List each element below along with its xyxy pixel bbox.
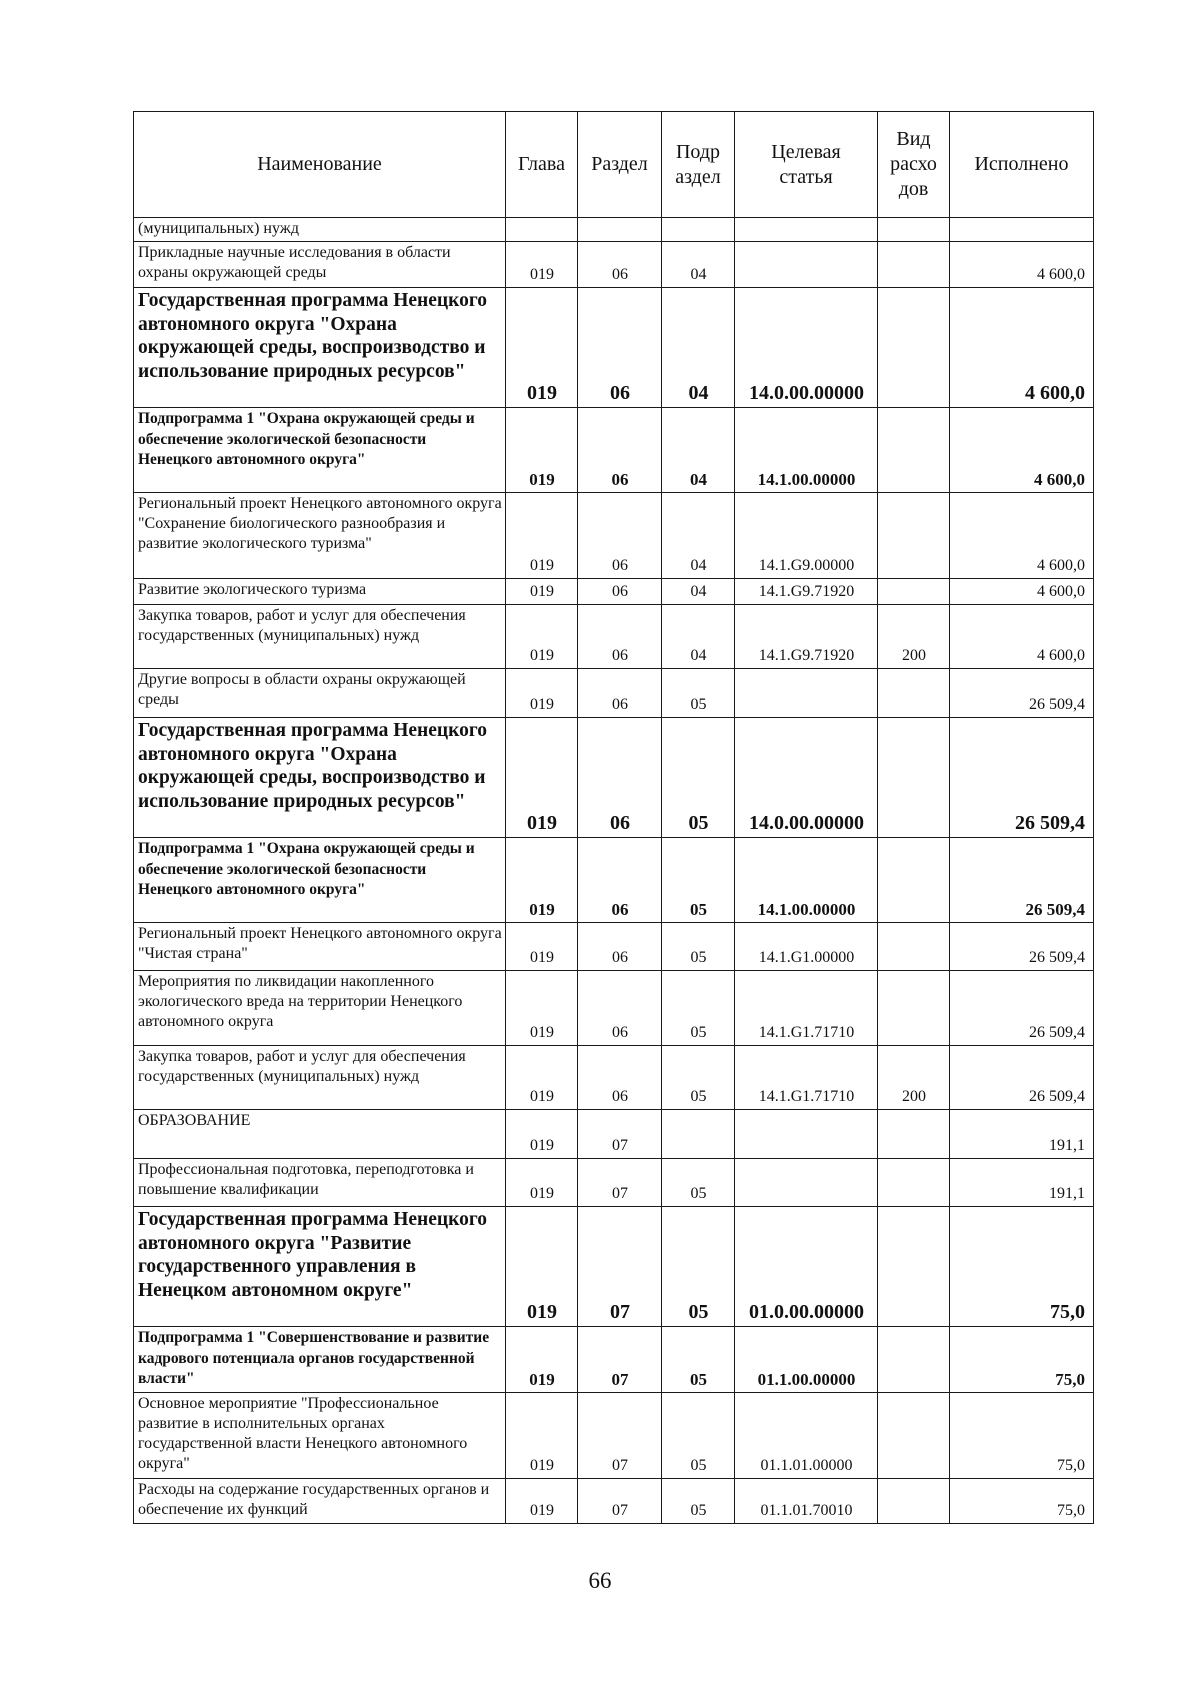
cell-glava: 019	[506, 1046, 578, 1110]
table-row	[134, 838, 1094, 923]
cell-name: Мероприятия по ликвидации накопленного экологического вреда на территории Ненецкого автономного округа	[134, 971, 506, 1046]
table-row	[134, 1479, 1094, 1524]
cell-glava: 019	[506, 493, 578, 579]
cell-statya	[735, 218, 878, 242]
cell-statya: 14.1.00.00000	[735, 838, 878, 923]
cell-ispolneno: 26 509,4	[950, 838, 1094, 923]
cell-podrazdel: 04	[662, 408, 735, 493]
cell-name: Закупка товаров, работ и услуг для обеспечения государственных (муниципальных) нужд	[134, 1046, 506, 1110]
cell-razdel: 07	[578, 1207, 662, 1327]
table-row	[134, 605, 1094, 669]
cell-podrazdel: 04	[662, 579, 735, 605]
cell-glava: 019	[506, 1393, 578, 1479]
cell-statya: 14.0.00.00000	[735, 288, 878, 408]
cell-razdel: 06	[578, 923, 662, 971]
cell-name: ОБРАЗОВАНИЕ	[134, 1110, 506, 1159]
header-vid-line-3: дов	[898, 178, 929, 200]
cell-statya: 14.1.00.00000	[735, 408, 878, 493]
cell-razdel: 06	[578, 242, 662, 288]
cell-vid	[878, 242, 950, 288]
cell-name: Государственная программа Ненецкого автономного округа "Развитие государственного управления в Ненецком автономном округе"	[134, 1207, 506, 1327]
header-ispolneno: Исполнено	[950, 112, 1094, 218]
cell-statya	[735, 669, 878, 718]
table-row	[134, 923, 1094, 971]
cell-statya: 14.1.G1.71710	[735, 971, 878, 1046]
cell-glava: 019	[506, 288, 578, 408]
cell-glava: 019	[506, 579, 578, 605]
cell-name: Профессиональная подготовка, переподготовка и повышение квалификации	[134, 1159, 506, 1207]
table-row	[134, 971, 1094, 1046]
table-row	[134, 579, 1094, 605]
cell-vid	[878, 493, 950, 579]
cell-ispolneno: 75,0	[950, 1479, 1094, 1524]
cell-statya	[735, 1110, 878, 1159]
cell-ispolneno: 26 509,4	[950, 923, 1094, 971]
cell-ispolneno	[950, 218, 1094, 242]
cell-glava: 019	[506, 408, 578, 493]
cell-glava: 019	[506, 605, 578, 669]
cell-razdel	[578, 218, 662, 242]
cell-name: Подпрограмма 1 "Охрана окружающей среды и обеспечение экологической безопасности Ненецкого автономного округа"	[134, 408, 506, 493]
cell-ispolneno: 26 509,4	[950, 718, 1094, 838]
cell-glava: 019	[506, 669, 578, 718]
cell-glava: 019	[506, 242, 578, 288]
cell-statya: 14.1.G1.00000	[735, 923, 878, 971]
cell-podrazdel: 04	[662, 605, 735, 669]
header-vid-line-2: расхо	[890, 153, 937, 175]
table-row	[134, 718, 1094, 838]
cell-statya: 14.1.G1.71710	[735, 1046, 878, 1110]
cell-ispolneno: 4 600,0	[950, 579, 1094, 605]
cell-name: Развитие экологического туризма	[134, 579, 506, 605]
cell-podrazdel: 05	[662, 838, 735, 923]
cell-razdel: 06	[578, 605, 662, 669]
cell-glava: 019	[506, 1479, 578, 1524]
cell-ispolneno: 75,0	[950, 1393, 1094, 1479]
header-statya	[735, 112, 878, 218]
cell-name: Региональный проект Ненецкого автономного округа "Сохранение биологического разнообразия и развитие экологического туризма"	[134, 493, 506, 579]
cell-podrazdel: 05	[662, 1159, 735, 1207]
cell-name: Подпрограмма 1 "Совершенствование и развитие кадрового потенциала органов государственной власти"	[134, 1327, 506, 1393]
cell-podrazdel: 05	[662, 1046, 735, 1110]
cell-vid	[878, 1207, 950, 1327]
cell-statya: 14.1.G9.71920	[735, 605, 878, 669]
cell-vid: 200	[878, 1046, 950, 1110]
cell-vid	[878, 718, 950, 838]
cell-vid	[878, 1327, 950, 1393]
cell-glava: 019	[506, 923, 578, 971]
cell-podrazdel: 04	[662, 242, 735, 288]
cell-ispolneno: 4 600,0	[950, 288, 1094, 408]
cell-razdel: 06	[578, 1046, 662, 1110]
cell-razdel: 06	[578, 408, 662, 493]
table-row	[134, 493, 1094, 579]
cell-ispolneno: 4 600,0	[950, 605, 1094, 669]
cell-vid	[878, 218, 950, 242]
cell-ispolneno: 4 600,0	[950, 242, 1094, 288]
header-podrazdel-line-1: Подр	[675, 140, 721, 163]
table-row	[134, 242, 1094, 288]
cell-vid	[878, 669, 950, 718]
cell-ispolneno: 75,0	[950, 1207, 1094, 1327]
cell-statya: 01.1.00.00000	[735, 1327, 878, 1393]
cell-name: Государственная программа Ненецкого автономного округа "Охрана окружающей среды, воспроизводство и использование природных ресурсов"	[134, 718, 506, 838]
header-vid	[878, 112, 950, 218]
cell-statya: 14.1.G9.71920	[735, 579, 878, 605]
cell-podrazdel: 04	[662, 493, 735, 579]
cell-name: Подпрограмма 1 "Охрана окружающей среды и обеспечение экологической безопасности Ненецкого автономного округа"	[134, 838, 506, 923]
cell-podrazdel: 05	[662, 669, 735, 718]
cell-podrazdel: 05	[662, 1207, 735, 1327]
table-row	[134, 288, 1094, 408]
cell-razdel: 07	[578, 1327, 662, 1393]
cell-razdel: 06	[578, 493, 662, 579]
cell-name: (муниципальных) нужд	[134, 218, 506, 242]
table-row	[134, 1159, 1094, 1207]
header-statya-line-2: статья	[779, 165, 833, 188]
cell-name: Региональный проект Ненецкого автономного округа "Чистая страна"	[134, 923, 506, 971]
cell-razdel: 07	[578, 1110, 662, 1159]
cell-ispolneno: 26 509,4	[950, 669, 1094, 718]
cell-statya: 01.0.00.00000	[735, 1207, 878, 1327]
header-vid-line-1: Вид	[896, 128, 931, 150]
cell-razdel: 06	[578, 579, 662, 605]
table-row	[134, 1110, 1094, 1159]
cell-glava: 019	[506, 1110, 578, 1159]
cell-glava	[506, 218, 578, 242]
cell-vid	[878, 1159, 950, 1207]
cell-name: Прикладные научные исследования в области охраны окружающей среды	[134, 242, 506, 288]
header-razdel: Раздел	[578, 112, 662, 218]
cell-name: Основное мероприятие "Профессиональное развитие в исполнительных органах государственной власти Ненецкого автономного округа"	[134, 1393, 506, 1479]
table-row	[134, 1046, 1094, 1110]
cell-name: Расходы на содержание государственных органов и обеспечение их функций	[134, 1479, 506, 1524]
cell-ispolneno: 4 600,0	[950, 493, 1094, 579]
cell-vid: 200	[878, 605, 950, 669]
cell-statya: 01.1.01.70010	[735, 1479, 878, 1524]
cell-ispolneno: 26 509,4	[950, 1046, 1094, 1110]
cell-ispolneno: 191,1	[950, 1159, 1094, 1207]
cell-statya: 14.1.G9.00000	[735, 493, 878, 579]
cell-glava: 019	[506, 838, 578, 923]
cell-podrazdel: 05	[662, 718, 735, 838]
cell-vid	[878, 408, 950, 493]
cell-statya: 01.1.01.00000	[735, 1393, 878, 1479]
table-row	[134, 408, 1094, 493]
cell-podrazdel: 05	[662, 1393, 735, 1479]
cell-razdel: 06	[578, 669, 662, 718]
cell-podrazdel	[662, 218, 735, 242]
header-podrazdel	[662, 112, 735, 218]
cell-name: Закупка товаров, работ и услуг для обеспечения государственных (муниципальных) нужд	[134, 605, 506, 669]
cell-razdel: 07	[578, 1393, 662, 1479]
cell-podrazdel: 05	[662, 923, 735, 971]
cell-glava: 019	[506, 1207, 578, 1327]
cell-glava: 019	[506, 971, 578, 1046]
cell-ispolneno: 26 509,4	[950, 971, 1094, 1046]
cell-vid	[878, 838, 950, 923]
table-row	[134, 669, 1094, 718]
cell-name: Другие вопросы в области охраны окружающей среды	[134, 669, 506, 718]
cell-razdel: 06	[578, 718, 662, 838]
cell-podrazdel: 05	[662, 1479, 735, 1524]
cell-vid	[878, 1110, 950, 1159]
cell-glava: 019	[506, 1159, 578, 1207]
cell-podrazdel: 04	[662, 288, 735, 408]
cell-glava: 019	[506, 1327, 578, 1393]
cell-ispolneno: 75,0	[950, 1327, 1094, 1393]
header-statya-line-1: Целевая	[771, 140, 841, 163]
cell-vid	[878, 579, 950, 605]
table-row	[134, 1393, 1094, 1479]
table-row	[134, 218, 1094, 242]
cell-name: Государственная программа Ненецкого автономного округа "Охрана окружающей среды, воспроизводство и использование природных ресурсов"	[134, 288, 506, 408]
cell-razdel: 07	[578, 1159, 662, 1207]
header-glava: Глава	[506, 112, 578, 218]
cell-podrazdel: 05	[662, 1327, 735, 1393]
header-name: Наименование	[134, 112, 506, 218]
cell-razdel: 06	[578, 288, 662, 408]
cell-razdel: 06	[578, 838, 662, 923]
budget-table	[133, 111, 1094, 1524]
cell-vid	[878, 923, 950, 971]
cell-vid	[878, 1393, 950, 1479]
header-podrazdel-line-2: аздел	[675, 165, 721, 188]
table-row	[134, 1327, 1094, 1393]
cell-podrazdel	[662, 1110, 735, 1159]
cell-razdel: 07	[578, 1479, 662, 1524]
cell-statya	[735, 242, 878, 288]
cell-statya	[735, 1159, 878, 1207]
cell-statya: 14.0.00.00000	[735, 718, 878, 838]
cell-ispolneno: 4 600,0	[950, 408, 1094, 493]
cell-podrazdel: 05	[662, 971, 735, 1046]
page-number: 66	[588, 1568, 612, 1593]
cell-vid	[878, 971, 950, 1046]
cell-razdel: 06	[578, 971, 662, 1046]
cell-ispolneno: 191,1	[950, 1110, 1094, 1159]
table-header-row	[134, 112, 1094, 218]
cell-vid	[878, 1479, 950, 1524]
cell-glava: 019	[506, 718, 578, 838]
cell-vid	[878, 288, 950, 408]
table-row	[134, 1207, 1094, 1327]
